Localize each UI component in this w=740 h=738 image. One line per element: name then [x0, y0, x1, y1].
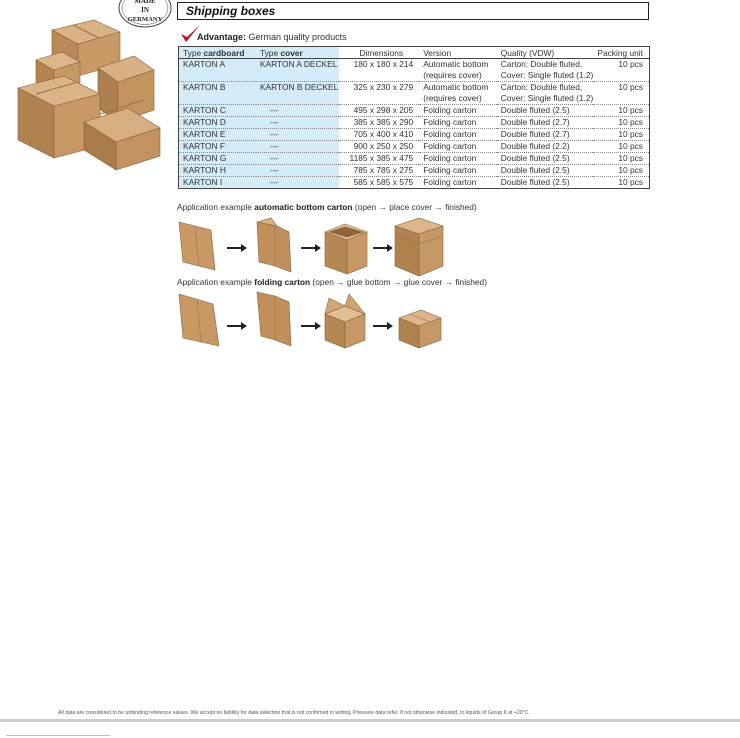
cell-pack: 10 pcs	[593, 82, 649, 105]
col-packing: Packing unit	[593, 47, 649, 59]
cell-dims: 325 x 230 x 279	[339, 82, 419, 105]
table-row	[179, 141, 650, 153]
cell-type: KARTON A	[179, 59, 256, 82]
cell-type: KARTON C	[179, 105, 256, 117]
cell-pack: 10 pcs	[593, 105, 649, 117]
col-cover: Type cover	[256, 47, 339, 59]
spec-table	[178, 46, 650, 189]
page-title: Shipping boxes	[186, 4, 276, 18]
cell-dims: 495 x 298 x 205	[339, 105, 419, 117]
title-bar	[177, 2, 649, 20]
cell-pack: 10 pcs	[593, 165, 649, 177]
cell-cover: KARTON A DECKEL	[256, 59, 339, 82]
cell-cover: ---	[256, 177, 339, 189]
cell-dims: 705 x 400 x 410	[339, 129, 419, 141]
col-version: Version	[419, 47, 497, 59]
cell-version: Folding carton	[419, 129, 497, 141]
cell-version: Automatic bottom (requires cover)	[419, 82, 497, 105]
cell-quality: Double fluted (2.5)	[500, 177, 570, 187]
cell-type: KARTON G	[179, 153, 256, 165]
cell-cover: ---	[256, 105, 339, 117]
cell-type: KARTON I	[179, 177, 256, 189]
cell-version: Folding carton	[419, 105, 497, 117]
cell-dims: 785 x 785 x 275	[339, 165, 419, 177]
cell-type: KARTON F	[179, 141, 256, 153]
automatic-carton-sequence-image	[177, 216, 477, 278]
footer-accent-line	[6, 735, 110, 736]
cell-quality: Carton: Double fluted, Cover: Single fluted (1.2)	[497, 59, 594, 82]
cell-pack: 10 pcs	[593, 129, 649, 141]
table-header-row	[179, 47, 650, 59]
cell-pack: 10 pcs	[618, 177, 643, 187]
badge-line2: IN	[141, 6, 149, 14]
application-example-folding: Application example folding carton (open → glue bottom → glue cover → finished)	[177, 277, 488, 287]
cell-cover: ---	[256, 165, 339, 177]
cardboard-boxes-image	[16, 18, 164, 176]
cell-version: Folding carton	[423, 177, 477, 187]
cell-pack: 10 pcs	[593, 117, 649, 129]
cell-dims: 900 x 250 x 250	[339, 141, 419, 153]
cell-cover: ---	[256, 153, 339, 165]
cell-dims: 385 x 385 x 290	[339, 117, 419, 129]
cell-cover: ---	[256, 117, 339, 129]
cell-quality: Double fluted (2.7)	[497, 117, 594, 129]
advantage-label: Advantage:	[197, 32, 247, 42]
cell-pack: 10 pcs	[593, 141, 649, 153]
table-row	[179, 105, 650, 117]
col-type: Type cardboard	[179, 47, 256, 59]
badge-line1: MADE	[134, 0, 156, 5]
cell-type: KARTON D	[179, 117, 256, 129]
table-row	[179, 165, 650, 177]
cell-dims: 585 x 585 x 575	[353, 177, 414, 187]
table-row	[179, 117, 650, 129]
table-row	[179, 82, 650, 105]
cell-quality: Double fluted (2.5)	[497, 105, 594, 117]
cell-cover: ---	[256, 129, 339, 141]
cell-dims: 180 x 180 x 214	[339, 59, 419, 82]
cell-type: KARTON H	[179, 165, 256, 177]
cell-quality: Double fluted (2.5)	[497, 153, 594, 165]
cell-quality: Double fluted (2.5)	[497, 165, 594, 177]
table-row	[179, 177, 650, 189]
advantage-text: German quality products	[248, 32, 347, 42]
table-row	[179, 153, 650, 165]
cell-type: KARTON E	[179, 129, 256, 141]
cell-version: Folding carton	[419, 117, 497, 129]
table-row	[179, 59, 650, 82]
footer-disclaimer: All data are considered to be unbinding reference values. We accept no liability for data selection that is not confirmed in writing. Pressure data refer, if not otherwise indicated, to liquids of Group II at +20°C.	[58, 710, 530, 716]
col-dimensions: Dimensions	[339, 47, 419, 59]
cell-version: Automatic bottom (requires cover)	[419, 59, 497, 82]
cell-pack: 10 pcs	[593, 153, 649, 165]
folding-carton-sequence-image	[177, 290, 477, 352]
table-row	[179, 129, 650, 141]
made-in-germany-badge	[117, 0, 173, 30]
cell-dims: 1185 x 385 x 475	[339, 153, 419, 165]
cell-pack: 10 pcs	[593, 59, 649, 82]
cell-cover: KARTON B DECKEL	[256, 82, 339, 105]
col-quality: Quality (VDW)	[497, 47, 594, 59]
application-example-automatic: Application example automatic bottom carton (open → place cover → finished)	[177, 202, 477, 212]
cell-quality: Double fluted (2.2)	[497, 141, 594, 153]
badge-line3: GERMANY	[127, 16, 163, 23]
cell-quality: Double fluted (2.7)	[497, 129, 594, 141]
cell-cover: ---	[256, 141, 339, 153]
cell-quality: Carton: Double fluted, Cover: Single fluted (1.2)	[497, 82, 594, 105]
cell-version: Folding carton	[419, 165, 497, 177]
cell-type: KARTON B	[179, 82, 256, 105]
cell-version: Folding carton	[419, 153, 497, 165]
cell-version: Folding carton	[419, 141, 497, 153]
footer-divider	[0, 719, 740, 722]
